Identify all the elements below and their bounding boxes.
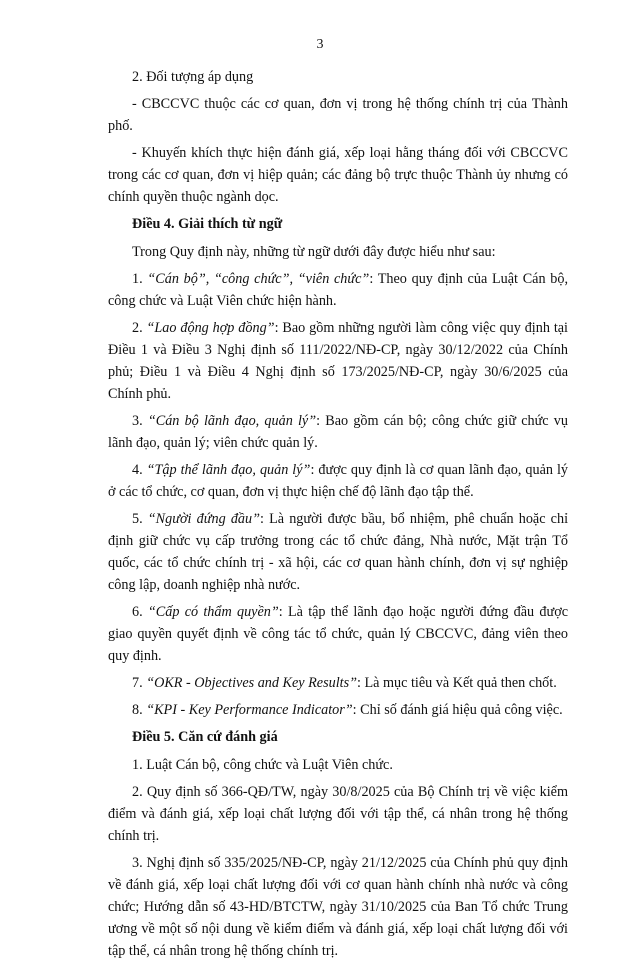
term: “Tập thể lãnh đạo, quản lý” — [146, 462, 311, 478]
article-4-heading: Điều 4. Giải thích từ ngữ — [132, 216, 283, 232]
article-5-item-1: 1. Luật Cán bộ, công chức và Luật Viên chức. — [132, 757, 393, 773]
article-4-item-7: 7. “OKR - Objectives and Key Results”: Là mục tiêu và Kết quả then chốt. — [132, 675, 557, 691]
term: “Cán bộ”, “công chức”, “viên chức” — [147, 271, 370, 287]
document-body — [108, 66, 568, 967]
section-2-paragraph-1: - CBCCVC thuộc các cơ quan, đơn vị trong hệ thống chính trị của Thành phố. — [108, 96, 568, 134]
article-5-heading: Điều 5. Căn cứ đánh giá — [132, 729, 278, 745]
term: “KPI - Key Performance Indicator” — [146, 702, 353, 718]
section-2-title: 2. Đối tượng áp dụng — [132, 69, 254, 85]
article-4-item-1: 1. “Cán bộ”, “công chức”, “viên chức”: Theo quy định của Luật Cán bộ, công chức và Luật Viên chức hiện hành. — [108, 271, 568, 309]
section-2-paragraph-2: - Khuyến khích thực hiện đánh giá, xếp loại hằng tháng đối với CBCCVC trong các cơ quan, đơn vị hiệp quản; các đảng bộ trực thuộc Thành ủy nhưng có chính quyền thuộc ngành dọc. — [108, 145, 568, 205]
term: “Người đứng đầu” — [147, 511, 260, 527]
article-4-item-6: 6. “Cấp có thẩm quyền”: Là tập thể lãnh đạo hoặc người đứng đầu được giao quyền quyết định về công tác tổ chức, quản lý CBCCVC, đảng viên theo quy định. — [108, 604, 568, 664]
page-number: 3 — [316, 37, 324, 52]
article-4-item-8: 8. “KPI - Key Performance Indicator”: Chỉ số đánh giá hiệu quả công việc. — [132, 702, 563, 718]
term: “Lao động hợp đồng” — [146, 320, 275, 336]
term: “Cán bộ lãnh đạo, quản lý” — [147, 413, 317, 429]
article-4-item-2: 2. “Lao động hợp đồng”: Bao gồm những người làm công việc quy định tại Điều 1 và Điều 3 Nghị định số 111/2022/NĐ-CP, ngày 30/12/2022 của Chính phủ; Điều 1 và Điều 4 Nghị định số 173/2025/NĐ-CP, ngày 30/6/2025 của Chính phủ. — [108, 320, 568, 402]
article-4-intro: Trong Quy định này, những từ ngữ dưới đây được hiểu như sau: — [132, 244, 496, 260]
term: “OKR - Objectives and Key Results” — [146, 675, 357, 691]
article-5-item-2: 2. Quy định số 366-QĐ/TW, ngày 30/8/2025 của Bộ Chính trị về việc kiểm điểm và đánh giá, xếp loại chất lượng đối với tập thể, cá nhân trong hệ thống chính trị. — [108, 784, 568, 844]
article-4-item-5: 5. “Người đứng đầu”: Là người được bầu, bổ nhiệm, phê chuẩn hoặc chỉ định giữ chức vụ cấp trưởng trong các tổ chức đảng, Nhà nước, Mặt trận Tổ quốc, các tổ chức chính trị - xã hội, các cơ quan hành chính, đơn vị sự nghiệp công lập, doanh nghiệp nhà nước. — [108, 511, 569, 593]
term: “Cấp có thẩm quyền” — [147, 604, 279, 620]
article-4-item-4: 4. “Tập thể lãnh đạo, quản lý”: được quy định là cơ quan lãnh đạo, quản lý ở các tổ chức, cơ quan, đơn vị thực hiện chế độ lãnh đạo tập thể. — [108, 462, 569, 500]
article-4-item-3: 3. “Cán bộ lãnh đạo, quản lý”: Bao gồm cán bộ; công chức giữ chức vụ lãnh đạo, quản lý; viên chức quản lý. — [108, 413, 568, 451]
article-5-item-3: 3. Nghị định số 335/2025/NĐ-CP, ngày 21/12/2025 của Chính phủ quy định về đánh giá, xếp loại chất lượng đối với cơ quan hành chính nhà nước và công chức; Hướng dẫn số 43-HD/BTCTW, ngày 31/10/2025 của Ban Tổ chức Trung ương về một số nội dung về kiểm điểm và đánh giá, xếp loại chất lượng đối với tập thể, cá nhân trong hệ thống chính trị. — [108, 855, 568, 959]
